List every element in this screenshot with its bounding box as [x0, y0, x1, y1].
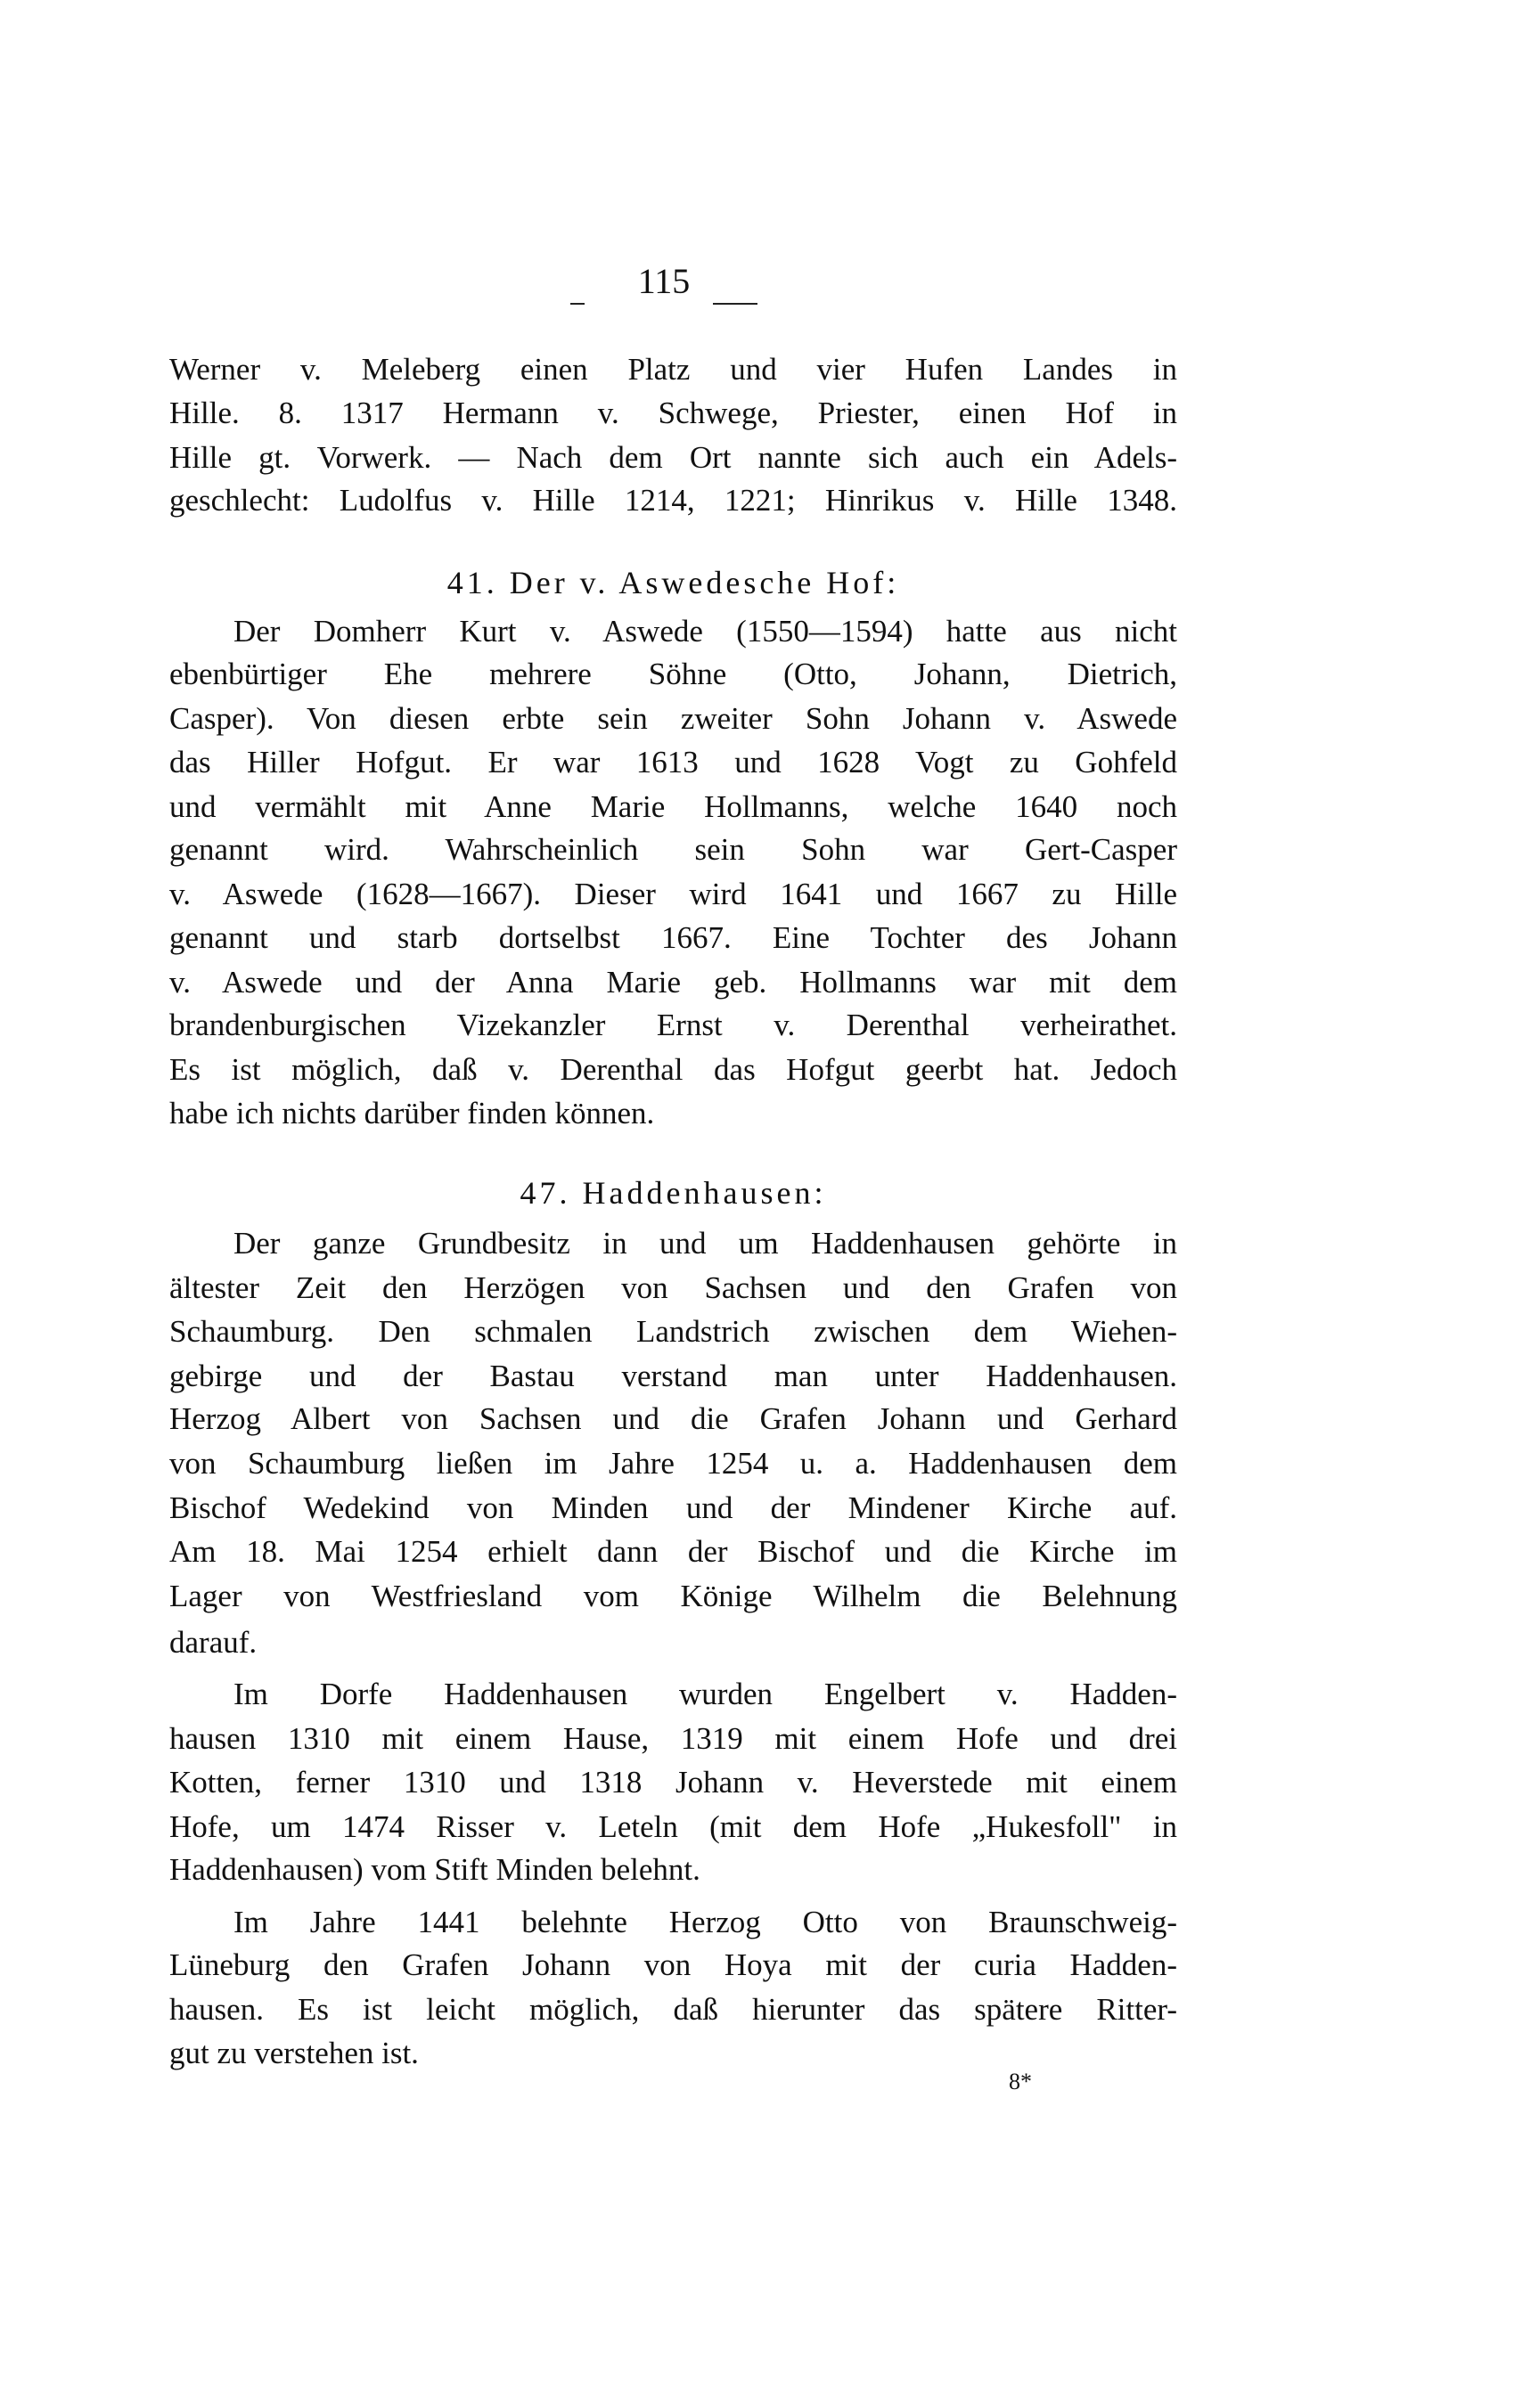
text-line: ebenbürtiger Ehe mehrere Söhne (Otto, Johann, Dietrich, — [169, 657, 1177, 691]
text-line: das Hiller Hofgut. Er war 1613 und 1628 Vogt zu Gohfeld — [169, 745, 1177, 780]
text-line: gebirge und der Bastau verstand man unter Haddenhausen. — [169, 1359, 1177, 1393]
text-line: Im Dorfe Haddenhausen wurden Engelbert v. Hadden- — [233, 1677, 1177, 1711]
text-line: von Schaumburg ließen im Jahre 1254 u. a. Haddenhausen dem — [169, 1446, 1177, 1481]
text-line: und vermählt mit Anne Marie Hollmanns, welche 1640 noch — [169, 789, 1177, 824]
text-line: Kotten, ferner 1310 und 1318 Johann v. Heverstede mit einem — [169, 1765, 1177, 1800]
text-line: darauf. — [169, 1625, 258, 1660]
page-number: 115 — [637, 261, 691, 301]
text-line: Schaumburg. Den schmalen Landstrich zwischen dem Wiehen- — [169, 1314, 1177, 1349]
text-line: Hille. 8. 1317 Hermann v. Schwege, Priester, einen Hof in — [169, 396, 1177, 430]
text-line: genannt wird. Wahrscheinlich sein Sohn war Gert-Casper — [169, 832, 1177, 867]
text-line: Werner v. Meleberg einen Platz und vier Hufen Landes in — [169, 352, 1177, 387]
text-line: Hofe, um 1474 Risser v. Leteln (mit dem Hofe „Hukesfoll" in — [169, 1809, 1177, 1844]
text-line: Casper). Von diesen erbte sein zweiter Sohn Johann v. Aswede — [169, 701, 1177, 736]
text-line: Lüneburg den Grafen Johann von Hoya mit der curia Hadden- — [169, 1947, 1177, 1982]
text-line: Am 18. Mai 1254 erhielt dann der Bischof und die Kirche im — [169, 1534, 1177, 1569]
text-line: v. Aswede und der Anna Marie geb. Hollmanns war mit dem — [169, 965, 1177, 1000]
text-line: Der Domherr Kurt v. Aswede (1550—1594) hatte aus nicht — [233, 614, 1177, 649]
printer-signature-mark: 8* — [1009, 2069, 1032, 2094]
text-line: brandenburgischen Vizekanzler Ernst v. Derenthal verheirathet. — [169, 1008, 1177, 1042]
text-line: ältester Zeit den Herzögen von Sachsen und den Grafen von — [169, 1270, 1177, 1305]
text-line: Hille gt. Vorwerk. — Nach dem Ort nannte sich auch ein Adels- — [169, 440, 1177, 475]
text-line: Der ganze Grundbesitz in und um Haddenhausen gehörte in — [233, 1226, 1177, 1261]
text-line: Lager von Westfriesland vom Könige Wilhelm die Belehnung — [169, 1579, 1177, 1613]
section-heading-47: 47. Haddenhausen: — [520, 1175, 827, 1211]
section-heading-41: 41. Der v. Aswedesche Hof: — [446, 565, 900, 600]
text-line: Im Jahre 1441 belehnte Herzog Otto von Braunschweig- — [233, 1905, 1177, 1939]
text-line: hausen. Es ist leicht möglich, daß hierunter das spätere Ritter- — [169, 1992, 1177, 2027]
text-line: Haddenhausen) vom Stift Minden belehnt. — [169, 1852, 700, 1887]
text-line: habe ich nichts darüber finden können. — [169, 1096, 655, 1131]
text-line: Es ist möglich, daß v. Derenthal das Hofgut geerbt hat. Jedoch — [169, 1052, 1177, 1087]
text-line: genannt und starb dortselbst 1667. Eine Tochter des Johann — [169, 920, 1177, 955]
text-line: gut zu verstehen ist. — [169, 2036, 419, 2070]
header-rule-right — [713, 303, 757, 305]
header-rule-left — [570, 303, 585, 305]
text-line: Bischof Wedekind von Minden und der Mindener Kirche auf. — [169, 1490, 1177, 1525]
text-line: geschlecht: Ludolfus v. Hille 1214, 1221; Hinrikus v. Hille 1348. — [169, 483, 1177, 518]
text-line: hausen 1310 mit einem Hause, 1319 mit einem Hofe und drei — [169, 1721, 1177, 1756]
text-line: v. Aswede (1628—1667). Dieser wird 1641 und 1667 zu Hille — [169, 877, 1177, 911]
text-line: Herzog Albert von Sachsen und die Grafen Johann und Gerhard — [169, 1401, 1177, 1436]
